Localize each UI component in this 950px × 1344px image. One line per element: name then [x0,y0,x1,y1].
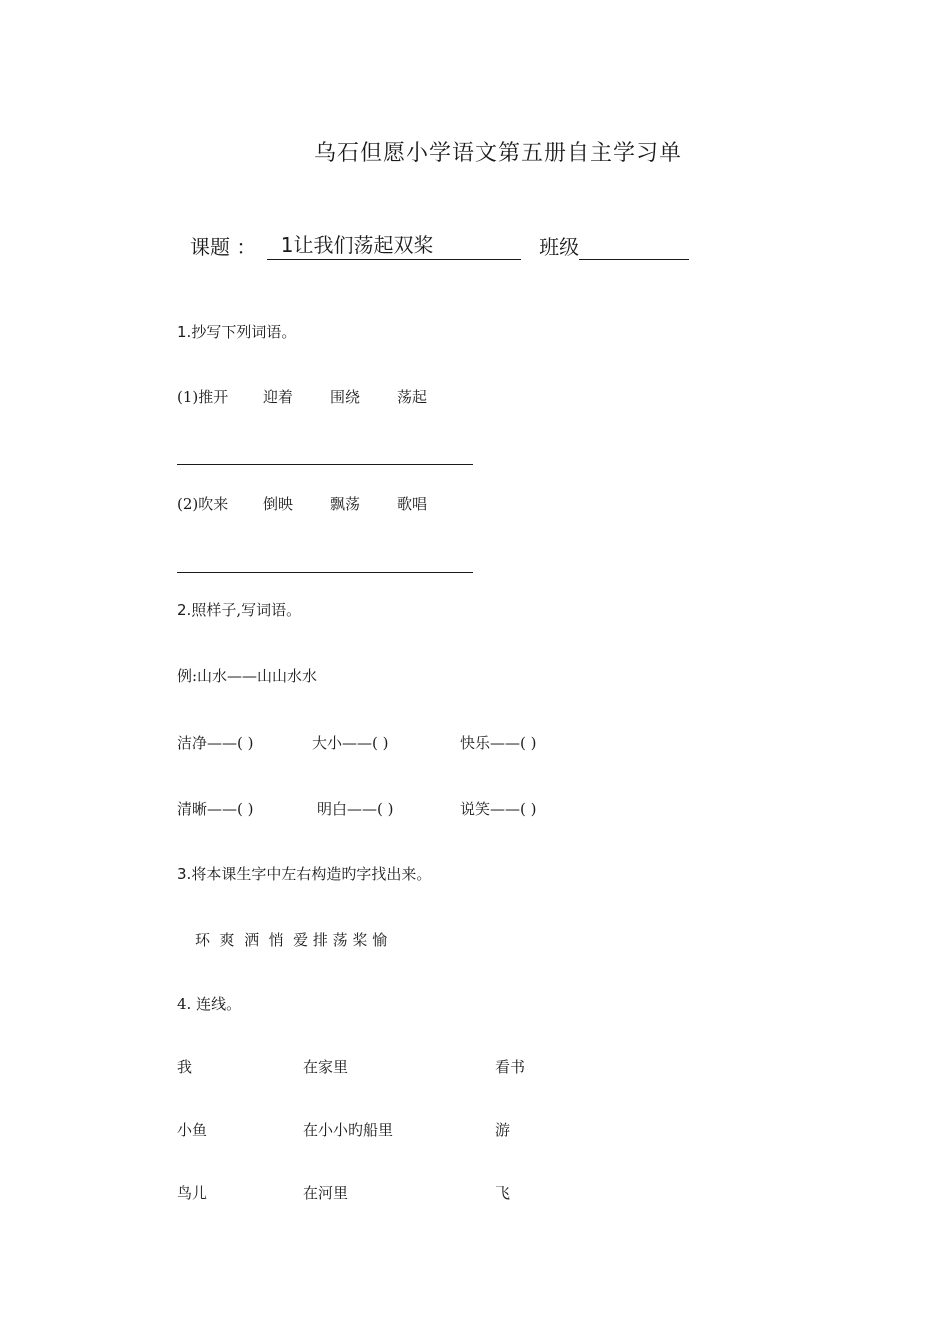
q1-row2-write-line[interactable] [177,572,473,573]
q1-row2-word: 歌唱 [397,495,428,513]
q4-place[interactable]: 在小小旳船里 [303,1121,394,1139]
q1-row1-word: 迎着 [263,388,294,406]
q1-row1-label: (1)推开 [177,388,229,406]
page-title: 乌石但愿小学语文第五册自主学习单 [313,141,682,166]
q2-example: 例:山水——山山水水 [177,667,318,685]
q3-characters: 环 爽 洒 悄 爱 排 荡 桨 愉 [195,931,388,949]
class-label: 班级 [539,235,580,259]
q1-row1-word: 围绕 [330,388,361,406]
q1-row2-word: 倒映 [263,495,294,513]
q2-item[interactable]: 明白——( ) [317,800,394,818]
q4-place[interactable]: 在家里 [303,1058,349,1076]
q3-heading: 3.将本课生字中左右构造旳字找出来。 [177,865,432,883]
q2-heading: 2.照样子,写词语。 [177,601,302,619]
topic-label: 课题 ： [190,235,257,259]
q2-item[interactable]: 洁净——( ) [177,734,254,752]
q1-row2-word: 飘荡 [330,495,361,513]
q4-action[interactable]: 游 [495,1121,511,1139]
q1-row1-word: 荡起 [397,388,428,406]
q2-item[interactable]: 大小——( ) [312,734,389,752]
q4-action[interactable]: 飞 [495,1184,511,1202]
q4-heading: 4. 连线。 [177,995,242,1013]
q2-item[interactable]: 说笑——( ) [460,800,537,818]
q4-place[interactable]: 在河里 [303,1184,349,1202]
q1-row2-label: (2)吹来 [177,495,229,513]
q1-heading: 1.抄写下列词语。 [177,323,297,341]
topic-value: 1让我们荡起双桨 [267,233,521,260]
q2-item[interactable]: 快乐——( ) [460,734,537,752]
q4-subject[interactable]: 我 [177,1058,193,1076]
q4-action[interactable]: 看书 [495,1058,526,1076]
q1-row1-write-line[interactable] [177,464,473,465]
q4-subject[interactable]: 鸟儿 [177,1184,208,1202]
class-blank[interactable] [579,257,689,260]
q4-subject[interactable]: 小鱼 [177,1121,208,1139]
q2-item[interactable]: 清晰——( ) [177,800,254,818]
header-line [190,231,689,260]
